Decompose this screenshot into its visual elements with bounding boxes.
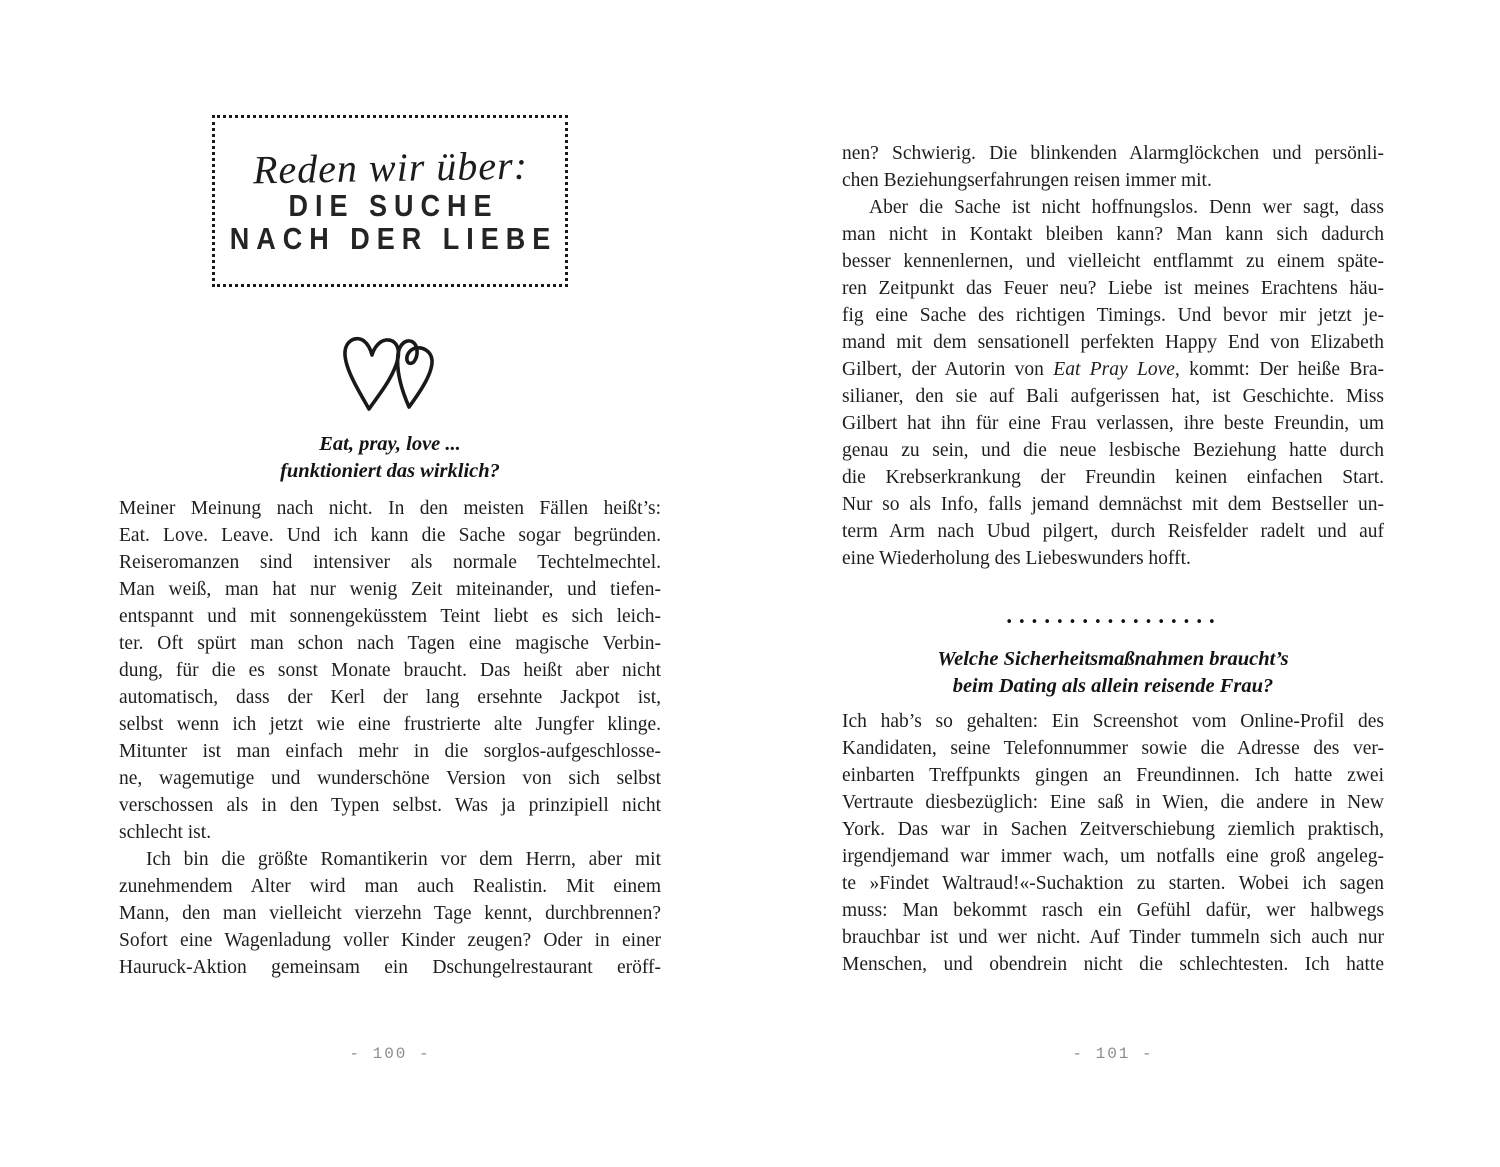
text-line: Eat. Love. Leave. Und ich kann die Sache sogar begründen. <box>119 525 661 546</box>
text-line: man nicht in Kontakt bleiben kann? Man kann sich dadurch <box>842 224 1384 245</box>
section-heading-line: Eat, pray, love ... <box>319 433 461 455</box>
text-line: Ich bin die größte Romantikerin vor dem Herrn, aber mit <box>146 849 661 870</box>
text-line: ter. Oft spürt man schon nach Tagen eine magische Verbin- <box>119 633 661 654</box>
text-line: besser kennenlernen, und vielleicht entflammt zu einem späte- <box>842 251 1384 272</box>
section-heading-line: funktioniert das wirklich? <box>280 460 500 482</box>
text-line: verschossen als in den Typen selbst. Was ja prinzipiell nicht <box>119 795 661 816</box>
text-line: die Krebserkrankung der Freundin keinen einfachen Start. <box>842 467 1384 488</box>
section-heading <box>119 431 661 485</box>
text-line: Aber die Sache ist nicht hoffnungslos. Denn wer sagt, dass <box>869 197 1384 218</box>
body-paragraphs <box>119 495 661 981</box>
text-line: eine Wiederholung des Liebeswunders hofft. <box>842 548 1191 569</box>
section-heading <box>842 646 1384 700</box>
text-line: te »Findet Waltraud!«-Suchaktion zu starten. Wobei ich sagen <box>842 873 1384 894</box>
section-heading-line: beim Dating als allein reisende Frau? <box>952 675 1274 697</box>
text-line: Ich hab’s so gehalten: Ein Screenshot vom Online-Profil des <box>842 711 1384 732</box>
text-line: silianer, den sie auf Bali aufgerissen hat, ist Geschichte. Miss <box>842 386 1384 407</box>
chapter-kicker: Reden wir über: <box>252 142 528 193</box>
text-line: Hauruck-Aktion gemeinsam ein Dschungelrestaurant eröff- <box>119 957 661 978</box>
hearts-icon <box>338 329 442 413</box>
text-line: Menschen, und obendrein nicht die schlechtesten. Ich hatte <box>842 954 1384 975</box>
text-line: Mann, den man vielleicht vierzehn Tage kennt, durchbrennen? <box>119 903 661 924</box>
text-line: Vertraute diesbezüglich: Eine saß in Wien, die andere in New <box>842 792 1384 813</box>
text-line: zunehmendem Alter wird man auch Realistin. Mit einem <box>119 876 661 897</box>
text-line: automatisch, dass der Kerl der lang ersehnte Jackpot ist, <box>119 687 661 708</box>
body-paragraphs <box>842 708 1384 978</box>
text-line: entspannt und mit sonnengeküsstem Teint liebt es sich leich- <box>119 606 661 627</box>
text-line: Sofort eine Wagenladung voller Kinder zeugen? Oder in einer <box>119 930 661 951</box>
body-paragraphs <box>842 140 1384 572</box>
text-line: Gilbert hat ihn für eine Frau verlassen, ihre beste Freundin, um <box>842 413 1384 434</box>
text-line: muss: Man bekommt rasch ein Gefühl dafür, wer halbwegs <box>842 900 1384 921</box>
page-number: - 100 - <box>349 1045 431 1063</box>
text-line: schlecht ist. <box>119 822 212 843</box>
dotted-divider: ••••••••••••••••• <box>1005 615 1221 630</box>
text-line: irgendjemand war immer wach, um notfalls eine groß angeleg- <box>842 846 1384 867</box>
page-left <box>119 0 661 1063</box>
text-line: nen? Schwierig. Die blinkenden Alarmglöckchen und persönli- <box>842 143 1384 164</box>
section-heading-line: Welche Sicherheitsmaßnahmen braucht’s <box>937 648 1289 670</box>
text-line: chen Beziehungserfahrungen reisen immer mit. <box>842 170 1212 191</box>
text-line: term Arm nach Ubud pilgert, durch Reisfelder radelt und auf <box>842 521 1384 542</box>
text-line: Meiner Meinung nach nicht. In den meisten Fällen heißt’s: <box>119 498 661 519</box>
text-line: einbarten Treffpunkts gingen an Freundinnen. Ich hatte zwei <box>842 765 1384 786</box>
text-line: mand mit dem sensationell perfekten Happy End von Elizabeth <box>842 332 1384 353</box>
text-line: Man weiß, man hat nur wenig Zeit miteinander, und tiefen- <box>119 579 661 600</box>
text-line: Nur so als Info, falls jemand demnächst mit dem Bestseller un- <box>842 494 1384 515</box>
text-line: York. Das war in Sachen Zeitverschiebung ziemlich praktisch, <box>842 819 1384 840</box>
text-line: genau zu sein, und die neue lesbische Beziehung hatte durch <box>842 440 1384 461</box>
page-right <box>842 0 1384 1063</box>
text-line: ren Zeitpunkt das Feuer neu? Liebe ist meines Erachtens häu- <box>842 278 1384 299</box>
text-line: Reiseromanzen sind intensiver als normale Techtelmechtel. <box>119 552 661 573</box>
text-line: Gilbert, der Autorin von Eat Pray Love, kommt: Der heiße Bra- <box>842 359 1384 380</box>
text-line: Kandidaten, seine Telefonnummer sowie die Adresse des ver- <box>842 738 1384 759</box>
page-number: - 101 - <box>1072 1045 1154 1063</box>
text-line: fig eine Sache des richtigen Timings. Und bevor mir jetzt je- <box>842 305 1384 326</box>
text-line: ne, wagemutige und wunderschöne Version von sich selbst <box>119 768 661 789</box>
chapter-title-line-1: DIE SUCHE <box>288 189 499 223</box>
text-line: brauchbar ist und wer nicht. Auf Tinder tummeln sich auch nur <box>842 927 1384 948</box>
text-line: selbst wenn ich jetzt wie eine frustrierte alte Jungfer klinge. <box>119 714 661 735</box>
text-line: dung, für die es sonst Monate braucht. Das heißt aber nicht <box>119 660 661 681</box>
text-line: Mitunter ist man einfach mehr in die sorglos-aufgeschlosse- <box>119 741 661 762</box>
chapter-box <box>212 115 568 287</box>
chapter-title-line-2: NACH DER LIEBE <box>229 222 558 256</box>
